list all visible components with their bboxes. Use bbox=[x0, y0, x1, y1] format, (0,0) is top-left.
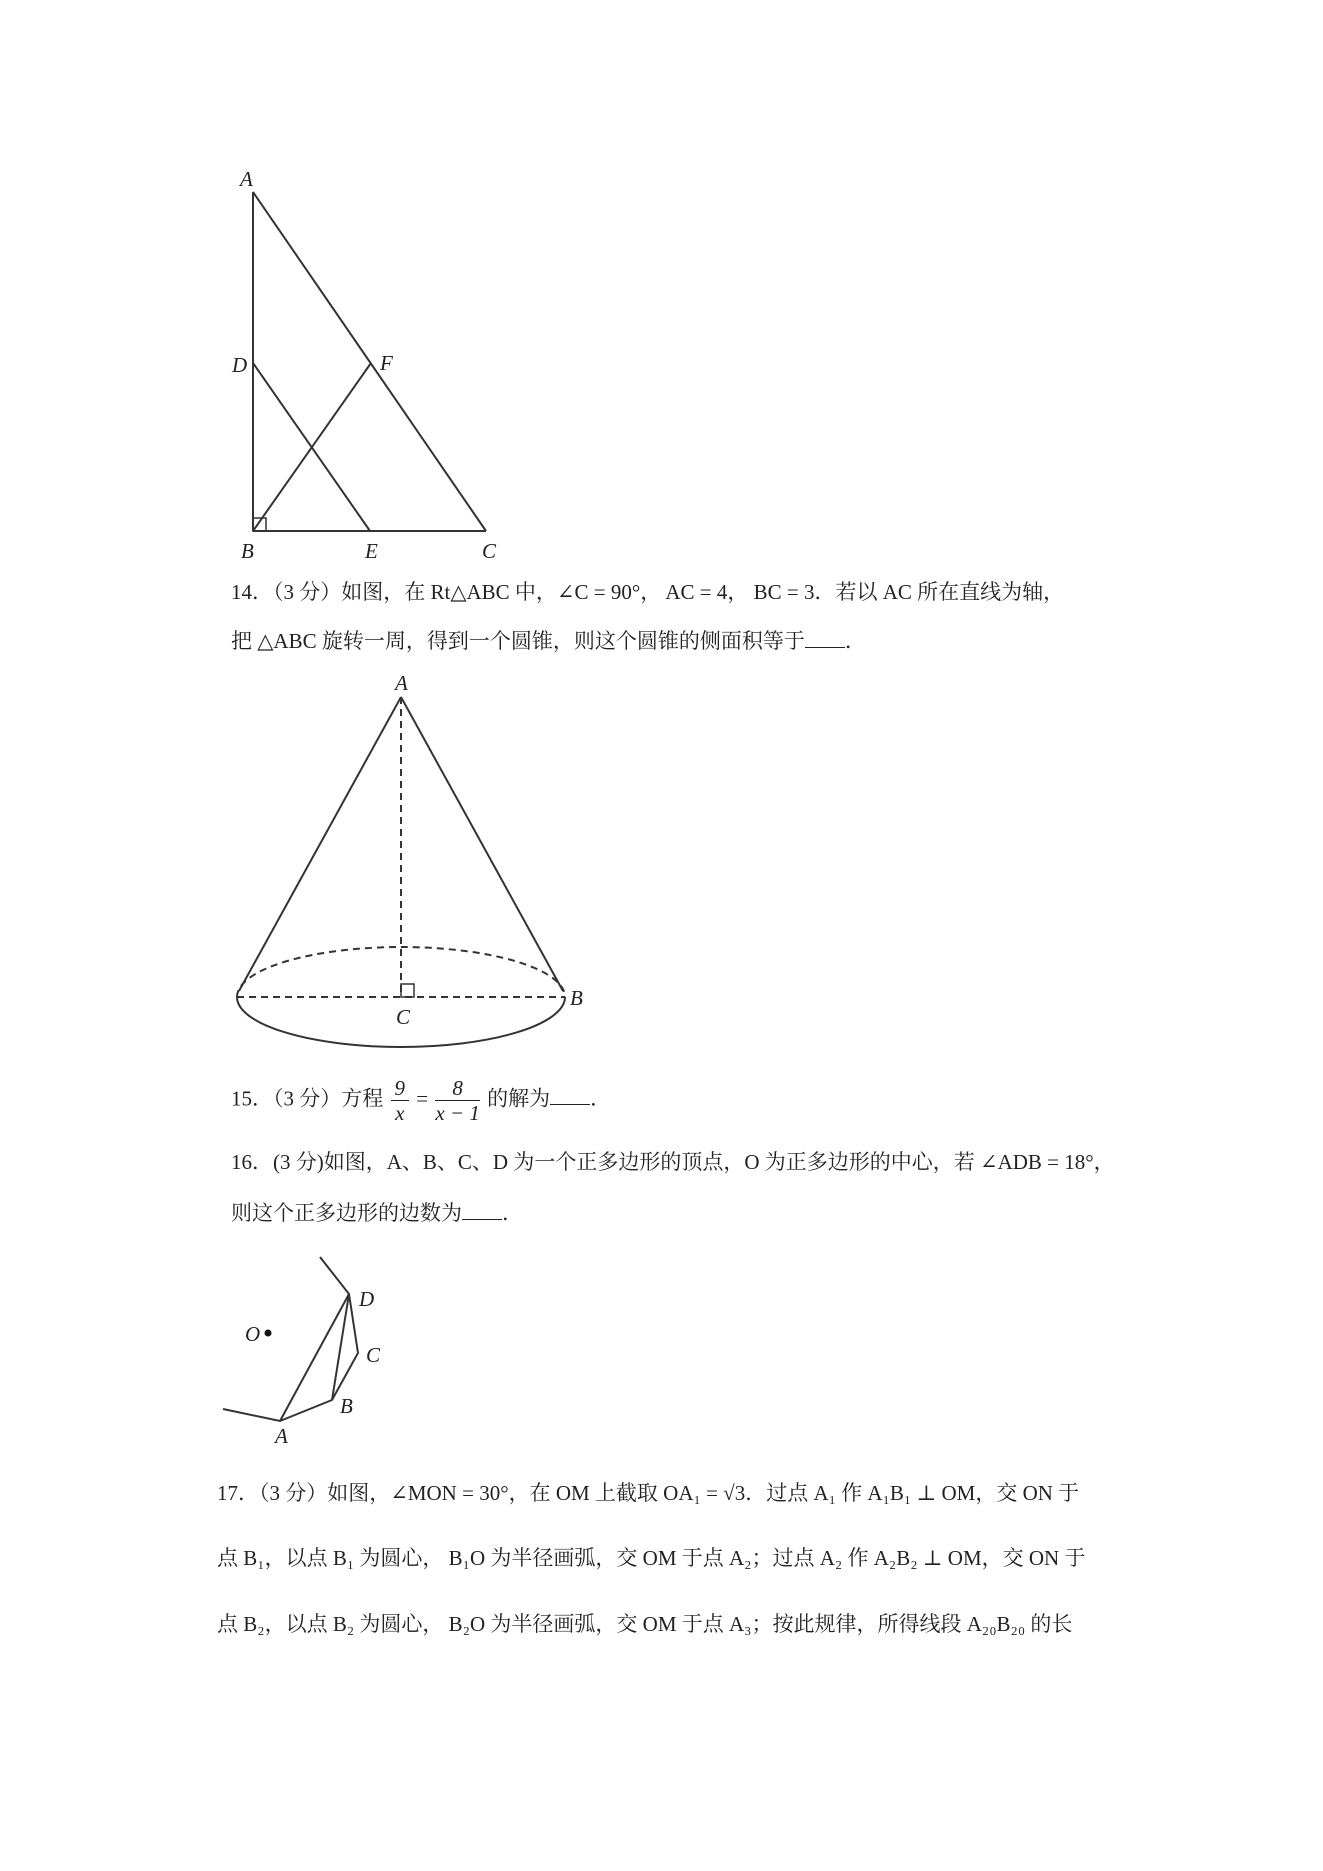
answer-blank bbox=[550, 1086, 590, 1105]
cone-label-c: C bbox=[396, 1005, 411, 1029]
label-b: B bbox=[241, 539, 254, 563]
q16-text: 则这个正多边形的边数为 bbox=[231, 1201, 462, 1225]
q15-line bbox=[231, 1076, 611, 1125]
label-f: F bbox=[380, 351, 393, 375]
right-angle-mark bbox=[401, 984, 414, 997]
numerator: 9 bbox=[391, 1076, 410, 1101]
poly-label-d: D bbox=[359, 1287, 375, 1311]
q16-line1: 16．(3 分)如图，A、B、C、D 为一个正多边形的顶点，O 为正多边形的中心，若 ∠ADB = 18°， bbox=[231, 1150, 1115, 1174]
cone-figure bbox=[237, 697, 565, 1047]
q15-prefix: 15．（3 分）方程 bbox=[231, 1086, 384, 1111]
equals-sign: = bbox=[416, 1086, 429, 1111]
fraction-9-over-x bbox=[391, 1076, 410, 1125]
center-point-o bbox=[265, 1330, 272, 1337]
cone-left-generatrix bbox=[239, 697, 401, 991]
q14-line2 bbox=[231, 627, 866, 655]
poly-label-a: A bbox=[275, 1424, 288, 1448]
label-a: A bbox=[240, 167, 253, 191]
polygon-figure bbox=[223, 1257, 358, 1421]
fraction-8-over-x-minus-1 bbox=[435, 1076, 480, 1125]
label-c: C bbox=[482, 539, 497, 563]
q15-end: ． bbox=[590, 1086, 612, 1111]
q14-line1: 14．（3 分）如图，在 Rt△ABC 中，∠C = 90°， AC = 4， BC = 3．若以 AC 所在直线为轴， bbox=[231, 580, 1065, 604]
q16-line2 bbox=[231, 1199, 523, 1227]
answer-blank bbox=[462, 1201, 502, 1220]
cone-label-b: B bbox=[570, 986, 583, 1010]
polygon-edges bbox=[223, 1257, 358, 1421]
cone-label-a: A bbox=[395, 671, 408, 695]
answer-blank bbox=[805, 629, 845, 648]
denominator: x bbox=[395, 1101, 405, 1125]
q17-line1: 17．（3 分）如图，∠MON = 30°，在 OM 上截取 OA₁ = √3．过点 A₁ 作 A₁B₁ ⊥ OM，交 ON 于 bbox=[217, 1481, 1080, 1505]
label-e: E bbox=[365, 539, 378, 563]
q17-line3: 点 B₂，以点 B₂ 为圆心， B₂O 为半径画弧，交 OM 于点 A₃；按此规律，所得线段 A₂₀B₂₀ 的长 bbox=[217, 1612, 1073, 1636]
poly-label-c: C bbox=[366, 1343, 381, 1367]
triangle-figure bbox=[253, 192, 486, 531]
poly-label-o: O bbox=[245, 1322, 261, 1346]
poly-label-b: B bbox=[340, 1394, 353, 1418]
label-d: D bbox=[232, 353, 248, 377]
q17-line2: 点 B₁，以点 B₁ 为圆心， B₁O 为半径画弧，交 OM 于点 A₂；过点 A₂ 作 A₂B₂ ⊥ OM，交 ON 于 bbox=[217, 1546, 1086, 1570]
q16-end: ． bbox=[502, 1201, 523, 1225]
denominator: x − 1 bbox=[435, 1101, 480, 1125]
q15-suffix: 的解为 bbox=[487, 1086, 551, 1111]
q14-end: ． bbox=[844, 629, 866, 653]
q14-text: 把 △ABC 旋转一周，得到一个圆锥，则这个圆锥的侧面积等于 bbox=[231, 629, 805, 653]
numerator: 8 bbox=[435, 1076, 480, 1101]
